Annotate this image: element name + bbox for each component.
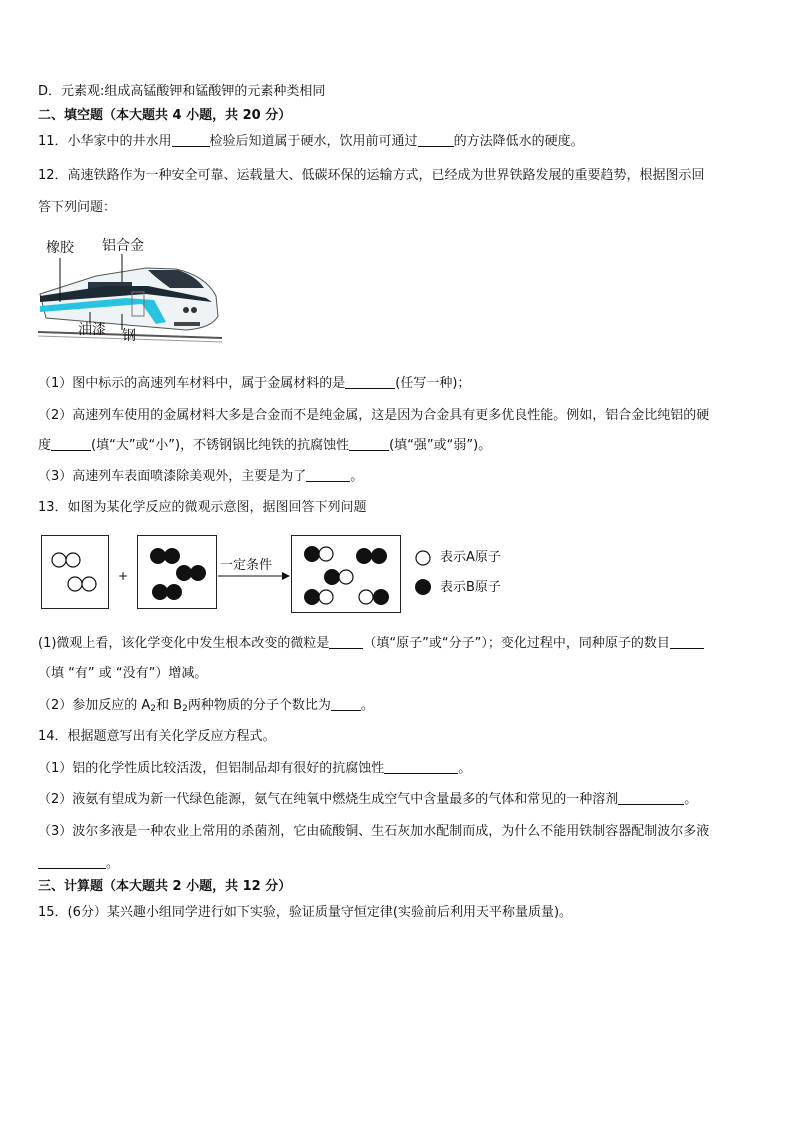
question-14-sub1: （1）铝的化学性质比较活泼，但铝制品却有很好的抗腐蚀性 。 (38, 761, 472, 776)
question-15: 15．(6分）某兴趣小组同学进行如下实验，验证质量守恒定律(实验前后利用天平称量质量)。 (38, 905, 573, 920)
answer-blank[interactable] (38, 856, 106, 869)
answer-blank[interactable] (172, 134, 210, 147)
section-heading-calculation: 三、计算题（本大题共 2 小题，共 12 分） (38, 879, 292, 894)
question-12-sub3: （3）高速列车表面喷漆除美观外，主要是为了 。 (38, 469, 364, 484)
legend-a-label: 表示A原子 (440, 550, 501, 565)
reactant-b2-box (137, 535, 217, 609)
b-atom (324, 569, 340, 585)
b-atom (304, 589, 320, 605)
question-12-sub2-cont: 度 (填“大”或“小”)，不锈钢锅比纯铁的抗腐蚀性 (填“强”或“弱”)。 (38, 438, 492, 453)
label-steel: 钢 (122, 328, 136, 344)
b-atom (164, 548, 180, 564)
a-atom (68, 577, 82, 591)
question-14-stem: 14．根据题意写出有关化学反应方程式。 (38, 729, 276, 744)
a-atom (319, 547, 333, 561)
b-atom (166, 584, 182, 600)
reaction-arrow (218, 570, 292, 582)
answer-blank[interactable] (331, 698, 361, 711)
question-12-stem-cont: 答下列问题： (38, 200, 117, 215)
product-molecules (292, 536, 400, 612)
b-atom (371, 548, 387, 564)
question-13-sub1: (1)微观上看，该化学变化中发生根本改变的微粒是 （填“原子”或“分子”）；变化过程中，同种原子的数目 (38, 636, 704, 652)
train-figure (36, 236, 226, 348)
answer-blank[interactable] (384, 761, 458, 774)
option-d-line: D．元素观:组成高锰酸钾和锰酸钾的元素种类相同 (38, 84, 326, 99)
reactant-a2-box (41, 535, 109, 609)
a2-molecules (42, 536, 108, 608)
b-atom (176, 565, 192, 581)
question-12-sub2: （2）高速列车使用的金属材料大多是合金而不是纯金属，这是因为合金具有更多优良性能。例如，铝合金比纯铝的硬 (38, 408, 710, 423)
b-atom (190, 565, 206, 581)
a-atom (339, 570, 353, 584)
answer-blank[interactable] (670, 636, 704, 649)
label-aluminum-alloy: 铝合金 (102, 238, 144, 254)
answer-blank[interactable] (51, 438, 91, 451)
answer-blank[interactable] (618, 792, 684, 805)
a-atom (66, 553, 80, 567)
a-atom (82, 577, 96, 591)
label-paint: 油漆 (78, 322, 106, 338)
question-13-sub2: （2）参加反应的 $A_2$和 $B_2$两种物质的分子个数比为 。 (38, 698, 374, 714)
question-13-sub1-cont: （填 “有” 或 “没有”）增减。 (38, 666, 208, 681)
product-box (291, 535, 401, 613)
legend-b-label: 表示B原子 (440, 580, 501, 595)
question-12-sub1: （1）图中标示的高速列车材料中，属于金属材料的是 (任写一种)； (38, 376, 471, 391)
label-rubber: 橡胶 (46, 240, 74, 256)
a-atom (359, 590, 373, 604)
question-14-sub3: （3）波尔多液是一种农业上常用的杀菌剂，它由硫酸铜、生石灰加水配制而成，为什么不能用铁制容器配制波尔多液 (38, 824, 710, 839)
question-11: 11．小华家中的井水用 检验后知道属于硬水，饮用前可通过 的方法降低水的硬度。 (38, 134, 584, 149)
answer-blank[interactable] (418, 134, 454, 147)
b-atom (152, 584, 168, 600)
b2-molecules (138, 536, 216, 608)
plus-sign: + (118, 569, 129, 583)
b-atom (304, 546, 320, 562)
b-atom (150, 548, 166, 564)
legend-b-icon (414, 578, 432, 596)
section-heading-fill-in: 二、填空题（本大题共 4 小题，共 20 分） (38, 108, 292, 123)
answer-blank[interactable] (329, 636, 363, 649)
answer-blank[interactable] (306, 469, 350, 482)
reaction-condition: 一定条件 (220, 558, 273, 573)
a-atom (52, 553, 66, 567)
question-14-sub3-cont: 。 (38, 856, 119, 872)
b-atom (356, 548, 372, 564)
question-13-stem: 13．如图为某化学反应的微观示意图，据图回答下列问题 (38, 500, 367, 515)
legend-a-icon (414, 549, 432, 567)
question-14-sub2: （2）液氨有望成为新一代绿色能源，氨气在纯氧中燃烧生成空气中含量最多的气体和常见的一种溶剂 。 (38, 792, 698, 807)
b-atom (373, 589, 389, 605)
a-atom (319, 590, 333, 604)
answer-blank[interactable] (349, 438, 389, 451)
question-12-stem: 12．高速铁路作为一种安全可靠、运载量大、低碳环保的运输方式，已经成为世界铁路发展的重要趋势，根据图示回 (38, 168, 705, 183)
answer-blank[interactable] (345, 376, 395, 389)
